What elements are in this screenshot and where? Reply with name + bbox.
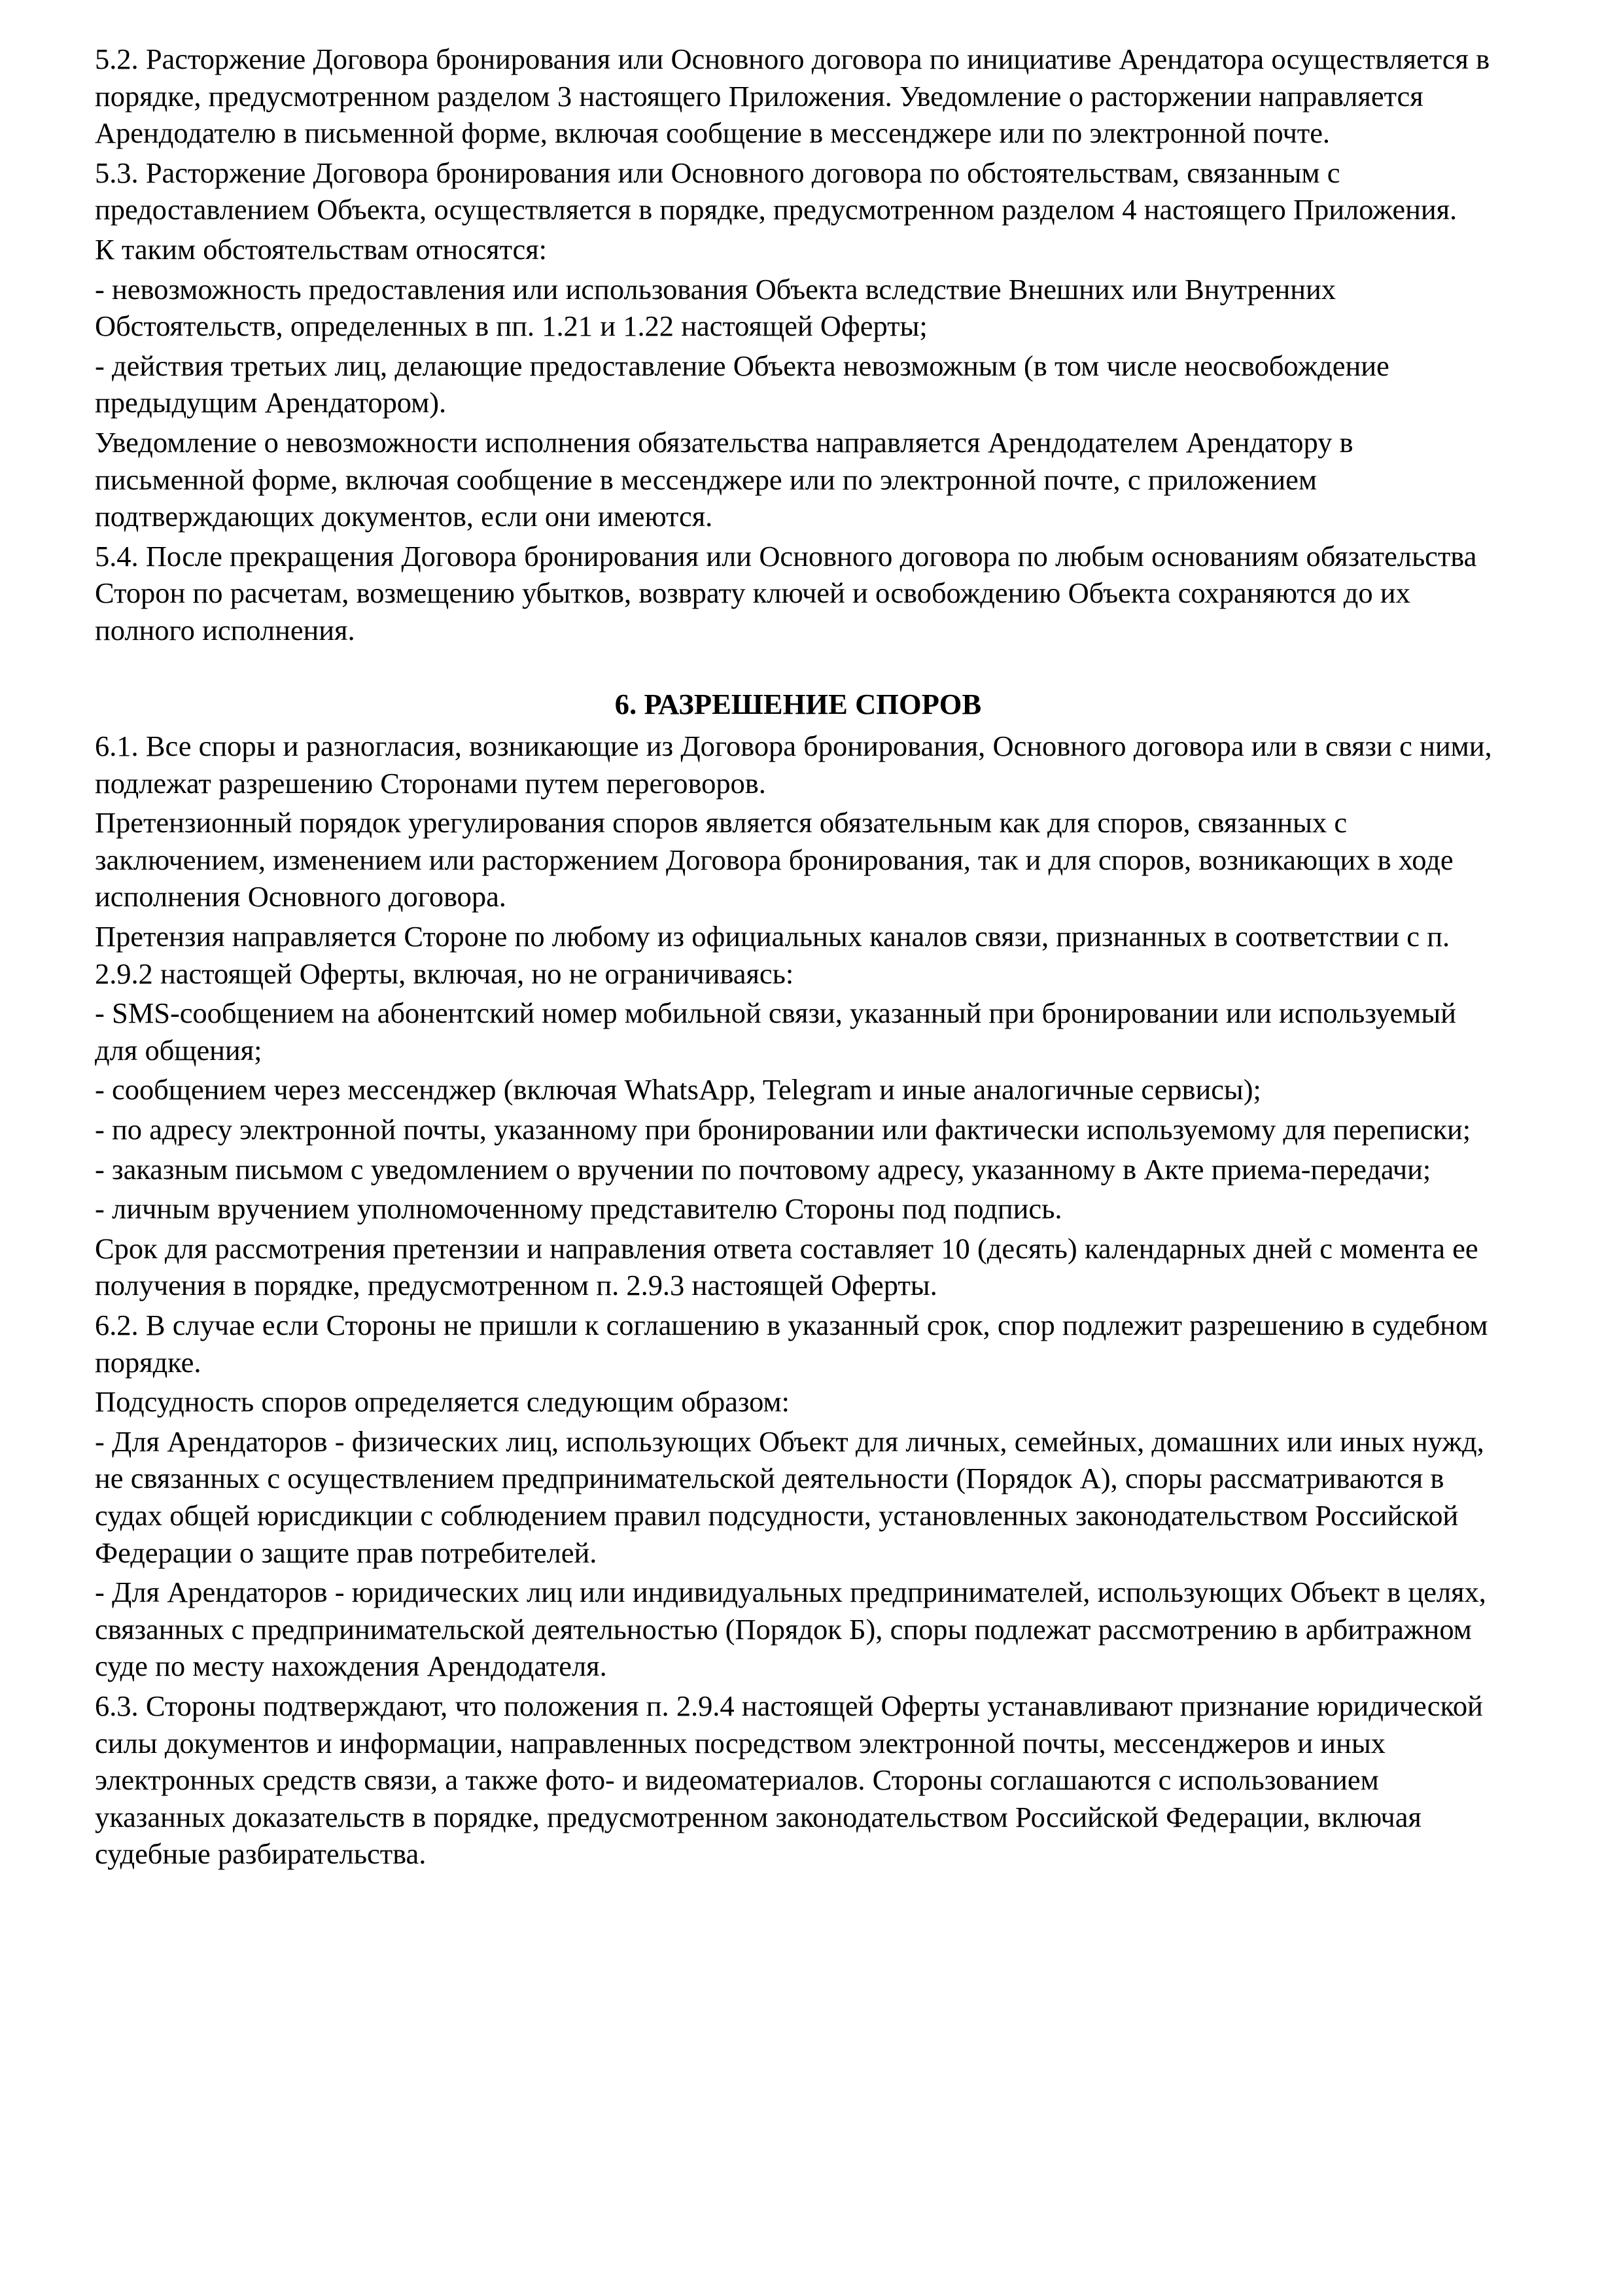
- paragraph-6-1: 6.1. Все споры и разногласия, возникающие из Договора бронирования, Основного договора или в связи с ними, подлежат разрешению Сторонами путем переговоров.: [95, 730, 1492, 800]
- paragraph-notice-impossibility: Уведомление о невозможности исполнения обязательства направляется Арендодателем Арендатору в письменной форме, включая сообщение в мессенджере или по электронной почте, с приложением подтверждающих документов, если они имеются.: [95, 425, 1353, 533]
- paragraph-bullet-third-parties: - действия третьих лиц, делающие предоставление Объекта невозможным (в том числе неосвобождение предыдущим Арендатором).: [95, 349, 1389, 419]
- paragraph-bullet-email: - по адресу электронной почты, указанному при бронировании или фактически используемому для переписки;: [95, 1113, 1471, 1146]
- paragraph-bullet-individuals: - Для Арендаторов - физических лиц, использующих Объект для личных, семейных, домашних или иных нужд, не связанных с осуществлением предпринимательской деятельности (Порядок А), споры рассматриваются в судах общей юрисдикции с соблюдением правил подсудности, установленных законодательством Российской Федерации о защите прав потребителей.: [95, 1424, 1484, 1569]
- paragraph-5-2: 5.2. Расторжение Договора бронирования или Основного договора по инициативе Арендатора осуществляется в порядке, предусмотренном разделом 3 настоящего Приложения. Уведомление о расторжении направляется Арендодателю в письменной форме, включая сообщение в мессенджере или по электронной почте.: [95, 43, 1490, 150]
- paragraph-5-3: 5.3. Расторжение Договора бронирования или Основного договора по обстоятельствам, связанным с предоставлением Объекта, осуществляется в порядке, предусмотренном разделом 4 настоящего Приложения.: [95, 156, 1457, 226]
- paragraph-circumstances-intro: К таким обстоятельствам относятся:: [95, 232, 547, 266]
- paragraph-bullet-sms: - SMS-сообщением на абонентский номер мобильной связи, указанный при бронировании или используемый для общения;: [95, 997, 1456, 1067]
- paragraph-claim-channels-intro: Претензия направляется Стороне по любому из официальных каналов связи, признанных в соответствии с п. 2.9.2 настоящей Оферты, включая, но не ограничиваясь:: [95, 920, 1450, 990]
- document-body: [95, 41, 1501, 1875]
- paragraph-6-2: 6.2. В случае если Стороны не пришли к соглашению в указанный срок, спор подлежит разрешению в судебном порядке.: [95, 1309, 1488, 1379]
- paragraph-bullet-legal-entities: - Для Арендаторов - юридических лиц или индивидуальных предпринимателей, использующих Объект в целях, связанных с предпринимательской деятельностью (Порядок Б), споры подлежат рассмотрению в арбитражном суде по месту нахождения Арендодателя.: [95, 1576, 1486, 1683]
- paragraph-bullet-messenger: - сообщением через мессенджер (включая WhatsApp, Telegram и иные аналогичные сервисы);: [95, 1073, 1261, 1106]
- paragraph-bullet-personal-delivery: - личным вручением уполномоченному представителю Стороны под подпись.: [95, 1192, 1062, 1226]
- paragraph-bullet-external-internal: - невозможность предоставления или использования Объекта вследствие Внешних или Внутренних Обстоятельств, определенных в пп. 1.21 и 1.22 настоящей Оферты;: [95, 272, 1336, 343]
- paragraph-bullet-registered-mail: - заказным письмом с уведомлением о вручении по почтовому адресу, указанному в Акте приема-передачи;: [95, 1152, 1431, 1186]
- paragraph-jurisdiction-intro: Подсудность споров определяется следующим образом:: [95, 1385, 790, 1419]
- paragraph-claim-procedure: Претензионный порядок урегулирования споров является обязательным как для споров, связанных с заключением, изменением или расторжением Договора бронирования, так и для споров, возникающих в ходе исполнения Основного договора.: [95, 806, 1454, 913]
- section-heading-6: 6. РАЗРЕШЕНИЕ СПОРОВ: [614, 687, 982, 720]
- paragraph-claim-term: Срок для рассмотрения претензии и направления ответа составляет 10 (десять) календарных дней с момента ее получения в порядке, предусмотренном п. 2.9.3 настоящей Оферты.: [95, 1231, 1478, 1302]
- paragraph-5-4: 5.4. После прекращения Договора бронирования или Основного договора по любым основаниям обязательства Сторон по расчетам, возмещению убытков, возврату ключей и освобождению Объекта сохраняются до их полного исполнения.: [95, 539, 1477, 646]
- paragraph-6-3: 6.3. Стороны подтверждают, что положения п. 2.9.4 настоящей Оферты устанавливают признание юридической силы документов и информации, направленных посредством электронной почты, мессенджеров и иных электронных средств связи, а также фото- и видеоматериалов. Стороны соглашаются с использованием указанных доказательств в порядке, предусмотренном законодательством Российской Федерации, включая судебные разбирательства.: [95, 1689, 1483, 1871]
